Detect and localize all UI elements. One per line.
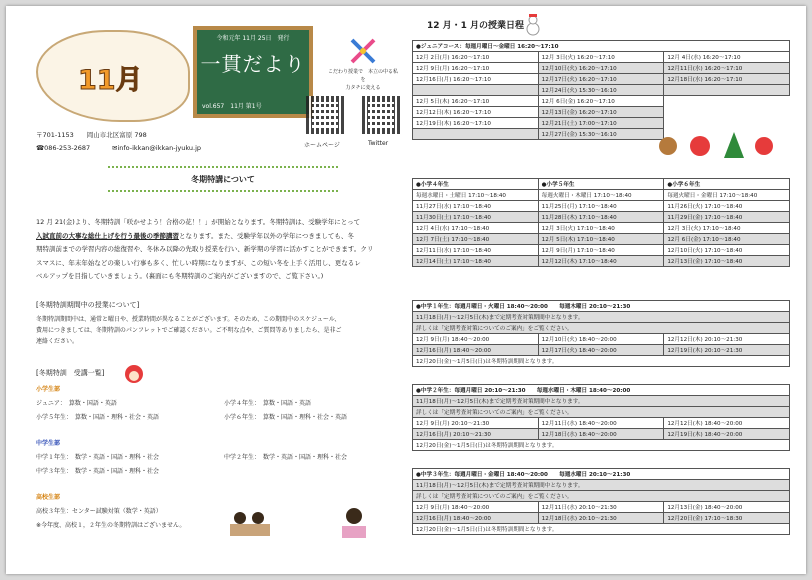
winter-intro: 12 月 21(金)より、冬期特訓「咲かせよう！合格の花！！」が開始となります。冬期特訓は、受験学年にとって 入試直前の大事な総仕上げを行う最後の季節講習となります。また、受験学年以外の学年につきましても、冬 期特訓前までの学習内容の総復習や、冬休み以降の先取り授業を行い、新学期の学習に活かすことができます。クリ スマスに、年末年始などの楽しい行事も多く、忙しい時期になりますが、この短い冬を上手く活用し、更なるレ ベルアップを目指していきましょう。(裏面にも冬期特訓のご案内がございますので、ご覧下さい。): [36, 218, 374, 280]
table-cell: 12月 6日(金) 16:20～17:10: [538, 96, 664, 107]
table-cell: 12月16日(月) 16:20～17:10: [413, 74, 539, 85]
volume-number: vol.657 11月 第1号: [202, 103, 262, 110]
winter-heading: 冬期特講について: [191, 175, 255, 184]
table-cell: 11月25日(月) 17:10～18:40: [538, 201, 664, 212]
winter-heading-box: [108, 166, 338, 192]
table-cell: [413, 85, 539, 96]
newsletter-title: 一貫だより: [200, 52, 306, 76]
table-cell: 12月 3日(火) 17:10～18:40: [664, 223, 790, 234]
santa-icon: [122, 362, 146, 384]
table-cell: 12月 9日(月) 17:10～18:40: [538, 245, 664, 256]
table-cell: 12月 5日(木) 16:20～17:10: [413, 96, 539, 107]
table-cell: 12月 7日(土) 17:10～18:40: [413, 234, 539, 245]
table-cell: 12月18日(水) 20:10～21:30: [538, 513, 664, 524]
table-cell: 12月 9日(月) 18:40～20:00: [413, 502, 539, 513]
christmas-characters-icon: [654, 128, 784, 162]
table-cell: 12月17日(火) 18:40～20:00: [538, 345, 664, 356]
table-cell: 12月12日(木) 20:10～21:30: [664, 334, 790, 345]
phone-number: ☎086-253-2687: [36, 144, 91, 152]
schedule-title: 12 月・1 月の授業日程: [427, 21, 525, 31]
slogan: こだわり授業で 本立の中る私を 力タチに変える: [328, 69, 399, 91]
table-cell: 12月18日(水) 16:20～17:10: [664, 74, 790, 85]
course-row: 中学２年生： 数学・英語・国語・理科・社会: [224, 454, 348, 461]
table-cell: 毎週水曜日・土曜日 17:10～18:40: [413, 190, 539, 201]
elem6-header: ●小学６年生: [664, 179, 790, 190]
table-cell: 12月10日(火) 17:10～18:40: [664, 245, 790, 256]
postal-address: 〒701-1153 岡山市北区富原 798: [36, 131, 147, 139]
table-cell: [413, 129, 539, 140]
course-row: 小学５年生： 算数・国語・理科・社会・英語: [36, 414, 160, 421]
email-address: ✉info-ikkan@ikkan-jyuku.jp: [112, 144, 202, 152]
table-cell: 12月18日(水) 18:40～20:00: [538, 429, 664, 440]
table-cell: 11月18日(月)～12月5日(木)まで定期考査対策期間中となります。: [413, 312, 790, 323]
table-cell: 12月 9日(月) 20:10～21:30: [413, 418, 539, 429]
subheading-schedule: [冬期特訓期間中の授業について]: [36, 301, 140, 309]
girl-studying-icon: [334, 504, 374, 540]
table-cell: 12月10日(火) 18:40～20:00: [538, 334, 664, 345]
table-cell: 11月18日(月)～12月5日(木)まで定期考査対策期間中となります。: [413, 480, 790, 491]
table-cell: 12月 5日(木) 17:10～18:40: [538, 234, 664, 245]
elem-label: 小学生部: [36, 386, 61, 393]
table-cell: 詳しくは「定期考査対策についてのご案内」をご覧ください。: [413, 407, 790, 418]
jh3-table: [412, 468, 790, 535]
table-cell: 12月 9日(月) 18:40～20:00: [413, 334, 539, 345]
table-cell: 12月20日(金)～1月5日(日)は冬期特訓期間となります。: [413, 356, 790, 367]
table-cell: 12月19日(木) 20:10～21:30: [664, 345, 790, 356]
table-cell: 12月 4日(水) 16:20～17:10: [664, 52, 790, 63]
table-cell: 12月20日(金)～1月5日(日)は冬期特訓期間となります。: [413, 524, 790, 535]
table-cell: 11月18日(月)～12月5日(木)まで定期考査対策期間中となります。: [413, 396, 790, 407]
table-cell: 12月11日(水) 17:10～18:40: [413, 245, 539, 256]
snowman-icon: [525, 14, 541, 36]
table-cell: 11月27日(水) 17:10～18:40: [413, 201, 539, 212]
jh2-header: ●中学２年生：毎週月曜日 20:10～21:30 毎週水曜日・木曜日 18:40～20:00: [413, 385, 790, 396]
table-cell: 12月14日(土) 17:10～18:40: [413, 256, 539, 267]
table-cell: 11月26日(火) 17:10～18:40: [664, 201, 790, 212]
table-cell: 12月13日(金) 17:10～18:40: [664, 256, 790, 267]
studying-kids-icon: [228, 504, 272, 540]
table-cell: 11月29日(金) 17:10～18:40: [664, 212, 790, 223]
homepage-link[interactable]: ホームページ: [304, 142, 340, 149]
junior-header: ●ジュニアコース：毎週月曜日～金曜日 16:20～17:10: [413, 41, 790, 52]
vine-divider: [108, 166, 338, 174]
table-cell: 12月13日(金) 16:20～17:10: [538, 107, 664, 118]
table-cell: [664, 85, 790, 96]
junior-table: [412, 40, 790, 140]
pencil-logo-icon: [348, 36, 378, 66]
table-cell: 毎週火曜日・金曜日 17:10～18:40: [664, 190, 790, 201]
table-cell: 12月 9日(月) 16:20～17:10: [413, 63, 539, 74]
table-cell: 12月21日(土) 17:00～17:10: [538, 118, 664, 129]
month-label: 11月: [78, 65, 143, 96]
chalkboard-title: [193, 26, 313, 118]
table-cell: 12月 6日(金) 17:10～18:40: [664, 234, 790, 245]
course-row: 小学６年生： 算数・国語・理科・社会・英語: [224, 414, 348, 421]
schedule-note: 冬期特訓期間中は、通常と曜日や、授業時間が異なることがございます。そのため、この期間中のスケジュール、 費用につきましては、冬期特訓のパンフレットでご確認ください。ご不明な点や、ご質問等ありましたら、是非ご 連絡ください。: [36, 316, 342, 345]
table-cell: 12月 4日(水) 17:10～18:40: [413, 223, 539, 234]
table-cell: 12月16日(月) 18:40～20:00: [413, 345, 539, 356]
table-cell: 12月16日(月) 20:10～21:30: [413, 429, 539, 440]
table-cell: 12月19日(木) 18:40～20:00: [664, 429, 790, 440]
course-row: 中学３年生： 数学・英語・国語・理科・社会: [36, 468, 160, 475]
table-cell: 12月17日(火) 16:20～17:10: [538, 74, 664, 85]
table-cell: 詳しくは「定期考査対策についてのご案内」をご覧ください。: [413, 491, 790, 502]
course-row: 小学４年生： 算数・国語・英語: [224, 400, 312, 407]
table-cell: 12月12日(木) 18:40～20:00: [664, 418, 790, 429]
highlight-text: 入試直前の大事な総仕上げを行う最後の季節講習: [36, 231, 179, 240]
table-cell: 12月11日(水) 18:40～20:00: [538, 418, 664, 429]
jh3-header: ●中学３年生：毎週月曜日・金曜日 18:40～20:00 毎週水曜日 20:10～21:30: [413, 469, 790, 480]
table-cell: 12月19日(木) 16:20～17:10: [413, 118, 539, 129]
table-cell: 12月12日(木) 17:10～18:40: [538, 256, 664, 267]
elementary-table: [412, 178, 790, 267]
newsletter-page: [6, 6, 806, 574]
course-note: ※今年度、高校１，２年生の冬期特訓はございません。: [36, 522, 186, 529]
table-cell: 12月13日(金) 18:40～20:00: [664, 502, 790, 513]
course-row: 高校３年生：センター試験対策（数学・英語）: [36, 508, 162, 515]
table-cell: 12月 2日(月) 16:20～17:10: [413, 52, 539, 63]
table-cell: 11月30日(土) 17:10～18:40: [413, 212, 539, 223]
vine-divider: [108, 190, 338, 198]
jh2-table: [412, 384, 790, 451]
course-row: ジュニア： 算数・国語・英語: [36, 400, 117, 407]
table-cell: 12月 3日(火) 16:20～17:10: [538, 52, 664, 63]
twitter-qr-icon[interactable]: [362, 96, 400, 134]
homepage-qr-icon[interactable]: [306, 96, 344, 134]
jh-label: 中学生部: [36, 440, 61, 447]
table-cell: 12月11日(水) 16:20～17:10: [664, 63, 790, 74]
table-cell: 12月27日(金) 15:30～16:10: [538, 129, 664, 140]
table-cell: 11月28日(木) 17:10～18:40: [538, 212, 664, 223]
table-cell: 12月 3日(火) 17:10～18:40: [538, 223, 664, 234]
jh1-table: [412, 300, 790, 367]
table-cell: 12月20日(金)～1月5日(日)は冬期特訓期間となります。: [413, 440, 790, 451]
course-row: 中学１年生： 数学・英語・国語・理科・社会: [36, 454, 160, 461]
elem5-header: ●小学５年生: [538, 179, 664, 190]
table-cell: 詳しくは「定期考査対策についてのご案内」をご覧ください。: [413, 323, 790, 334]
table-cell: 12月20日(金) 17:10～18:30: [664, 513, 790, 524]
table-cell: 毎週火曜日・木曜日 17:10～18:40: [538, 190, 664, 201]
subheading-courses: [冬期特訓 受講一覧]: [36, 369, 105, 377]
table-cell: 12月24日(火) 15:30～16:10: [538, 85, 664, 96]
table-cell: 12月11日(水) 20:10～21:30: [538, 502, 664, 513]
elem4-header: ●小学４年生: [413, 179, 539, 190]
publish-date: 令和元年 11月 25日 発行: [216, 35, 290, 42]
jh1-header: ●中学１年生：毎週月曜日・火曜日 18:40～20:00 毎週木曜日 20:10～21:30: [413, 301, 790, 312]
table-cell: 12月12日(木) 16:20～17:10: [413, 107, 539, 118]
hs-label: 高校生部: [36, 494, 61, 501]
table-cell: 12月16日(月) 18:40～20:00: [413, 513, 539, 524]
table-cell: 12月10日(火) 16:20～17:10: [538, 63, 664, 74]
twitter-link[interactable]: Twitter: [368, 140, 389, 147]
